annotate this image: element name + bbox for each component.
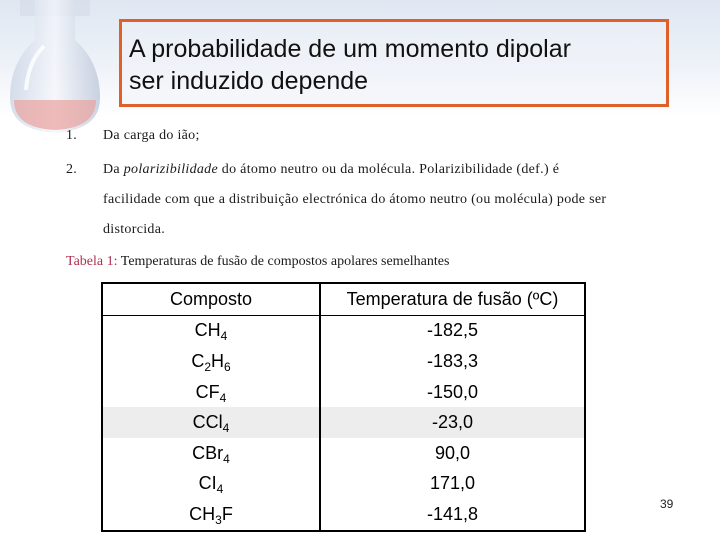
table-header-row (102, 283, 585, 315)
slide-title (129, 33, 674, 97)
table-caption (66, 254, 449, 270)
temperature-cell: -23,0 (320, 407, 585, 438)
list-text-suffix: do átomo neutro ou da molécula. Polarizibilidade (def.) é (217, 162, 560, 177)
paragraph-line-2: distorcida. (103, 222, 166, 237)
table-row (102, 346, 585, 377)
compound-cell: $CH_4$ (102, 315, 320, 346)
list-text-prefix: Da (103, 162, 124, 177)
table-row (102, 499, 585, 531)
page-number: 39 (660, 497, 674, 511)
title-line-1: A probabilidade de um momento dipolar (129, 35, 571, 63)
compound-cell: $CF_4$ (102, 377, 320, 408)
column-header-temperature: Temperatura de fusão (ºC) (320, 283, 585, 315)
table-row (102, 438, 585, 469)
flask-icon (0, 0, 120, 135)
list-number: 1. (66, 128, 78, 143)
caption-text: Temperaturas de fusão de compostos apolares semelhantes (117, 254, 450, 269)
compound-cell: CCl$_4$ (102, 407, 320, 438)
compound-cell: $CI_4$ (102, 469, 320, 500)
caption-label: Tabela 1: (66, 254, 118, 269)
list-text: Da carga do ião; (103, 128, 200, 143)
column-header-compound: Composto (102, 283, 320, 315)
paragraph-line-1: facilidade com que a distribuição electrónica do átomo neutro (ou molécula) pode ser (103, 192, 607, 207)
table-row (102, 315, 585, 346)
temperature-cell: 171,0 (429, 473, 476, 494)
list-text-italic: polarizibilidade (123, 162, 218, 177)
title-line-2: ser induzido depende (129, 67, 369, 95)
temperature-cell: -182,5 (426, 320, 479, 341)
compound-cell: $C_2H_6$ (102, 346, 320, 377)
melting-point-table (101, 282, 586, 532)
temperature-cell: 90,0 (434, 442, 471, 463)
temperature-cell: -141,8 (426, 503, 479, 524)
compound-cell: CBr$_4$ (102, 438, 320, 469)
temperature-cell: -150,0 (426, 381, 479, 402)
list-number: 2. (66, 162, 78, 177)
table-row (102, 407, 585, 438)
list-text (103, 162, 559, 178)
temperature-cell: -183,3 (426, 350, 479, 371)
table-row (102, 377, 585, 408)
compound-cell: $CH_3F$ (102, 499, 320, 531)
table-row (102, 469, 585, 500)
